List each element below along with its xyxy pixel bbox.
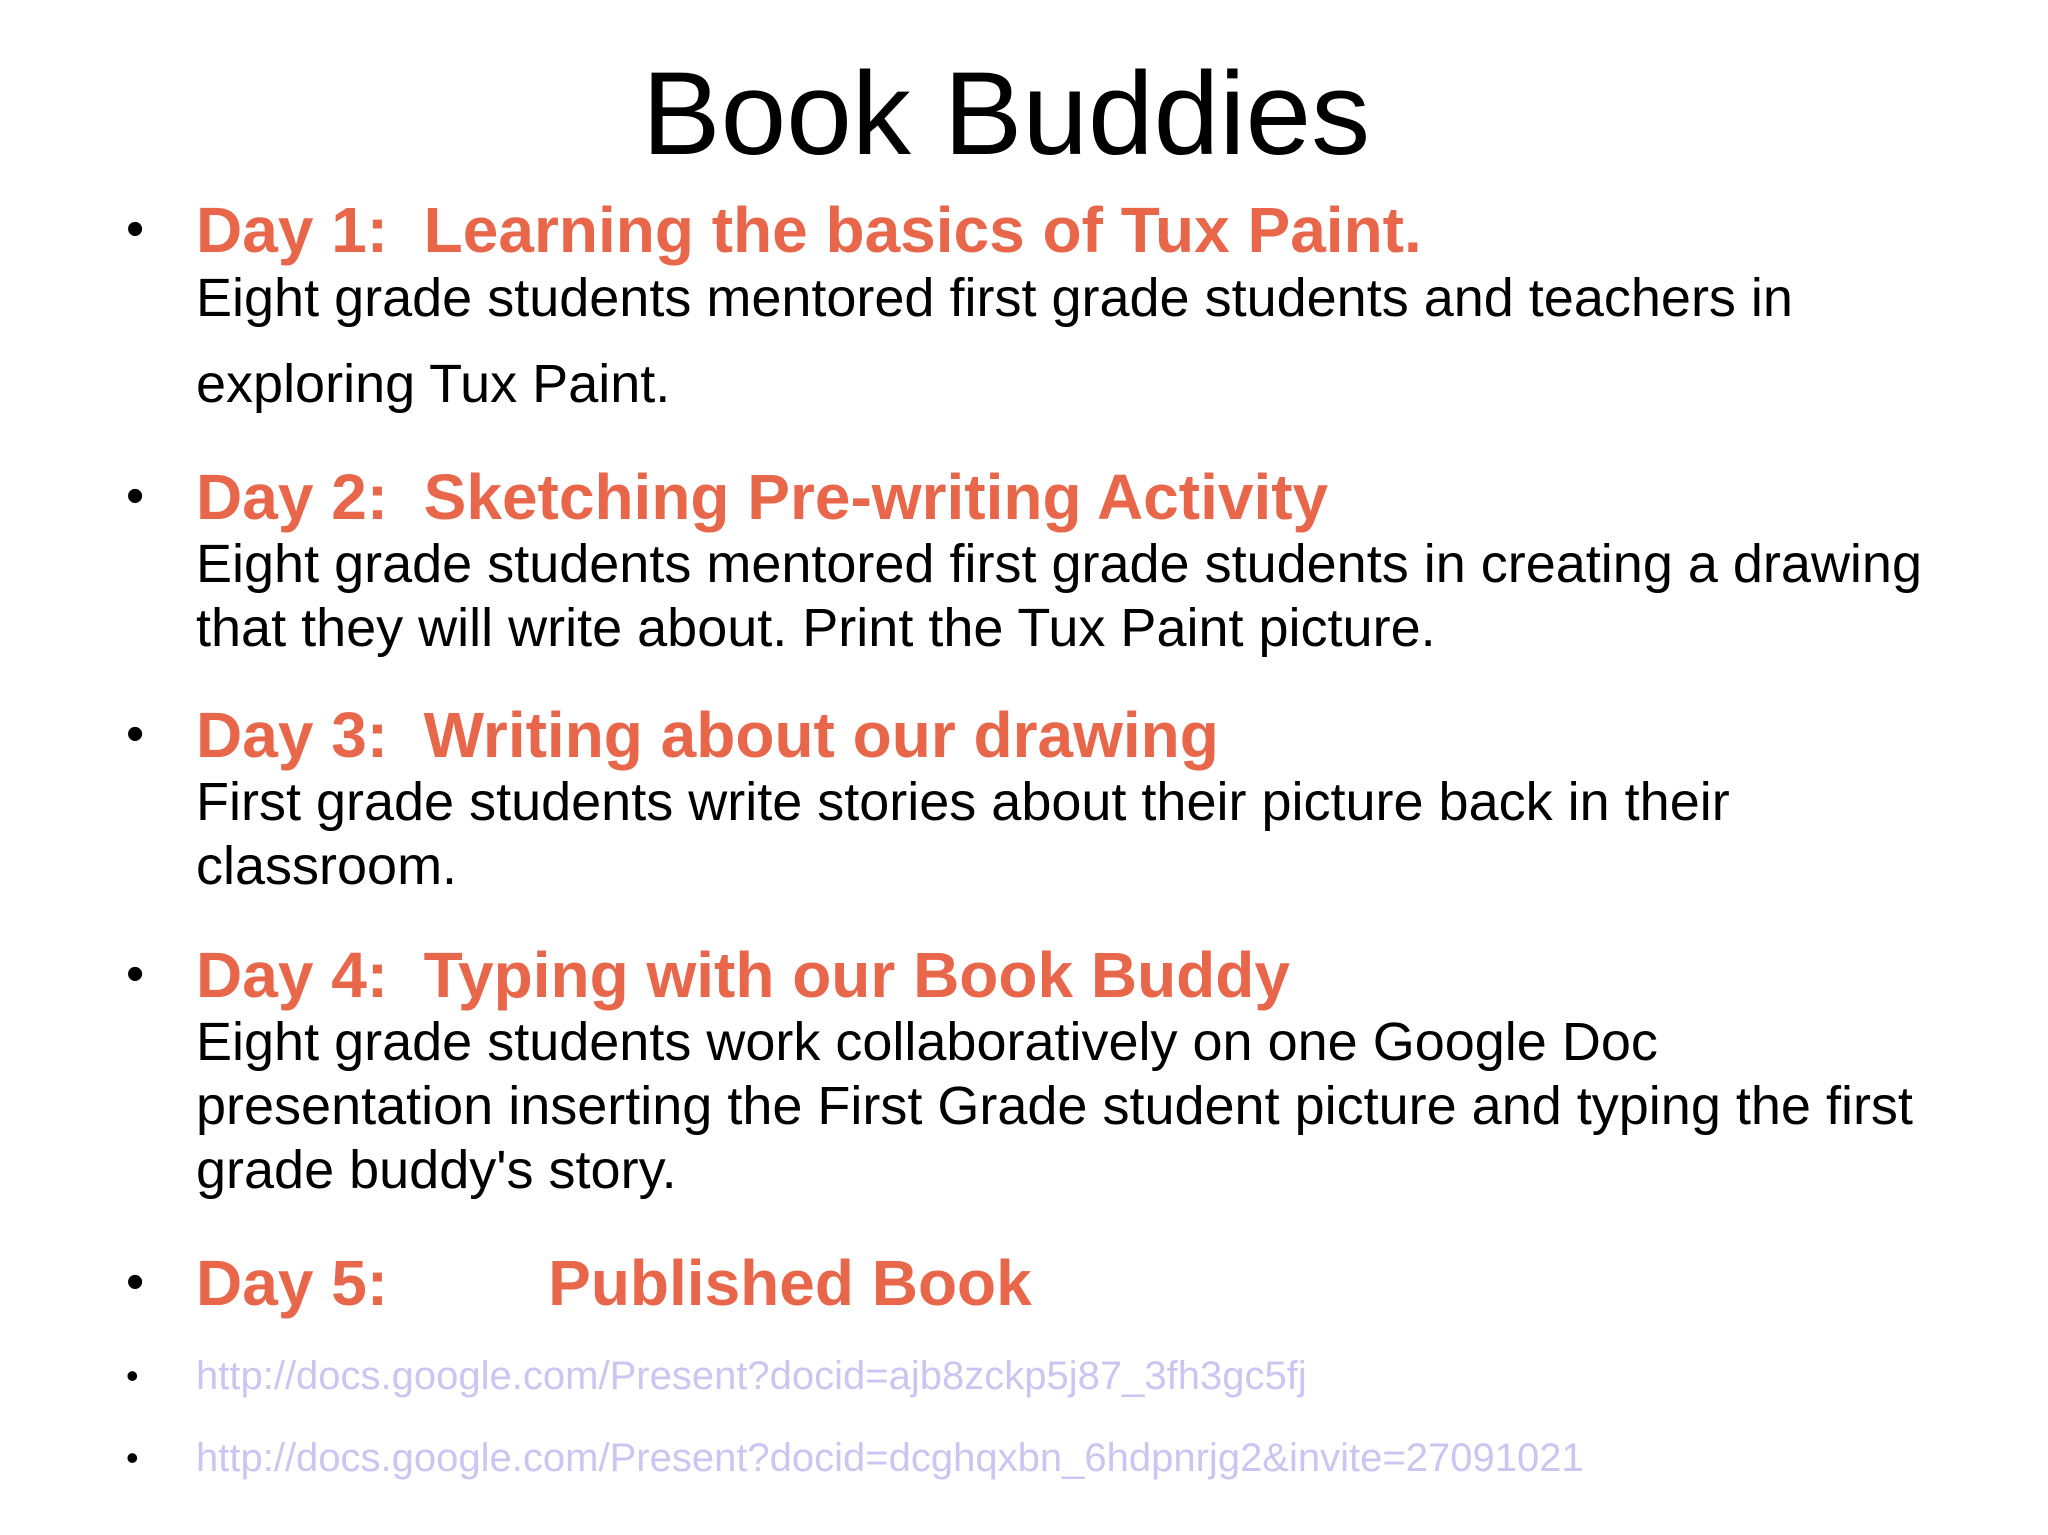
bullet: • [126, 1437, 139, 1478]
day-4-heading: Day 4: Typing with our Book Buddy [196, 939, 1290, 1011]
day-4-description: Eight grade students work collaboratively on one Google Doc presentation inserting the First Grade student picture and typing the first grade buddy's story. [196, 1012, 1913, 1201]
agenda-item-day-3 [126, 699, 1956, 898]
bullet: • [126, 467, 145, 525]
agenda-item-day-4 [126, 939, 1956, 1202]
presentation-link-1[interactable]: http://docs.google.com/Present?docid=ajb8zckp5j87_3fh3gc5fj [196, 1354, 1307, 1398]
bullet: • [126, 1253, 145, 1311]
day-2-heading: Day 2: Sketching Pre-writing Activity [196, 461, 1329, 533]
presentation-link-2[interactable]: http://docs.google.com/Present?docid=dcghqxbn_6hdpnrjg2&invite=27091021 [196, 1436, 1584, 1480]
bullet: • [126, 945, 145, 1003]
agenda-item-day-5 [126, 1247, 1956, 1319]
day-5-heading: Day 5: Published Book [196, 1247, 1032, 1319]
link-item-2 [126, 1436, 1956, 1480]
day-2-description: Eight grade students mentored first grade students in creating a drawing that they will write about. Print the Tux Paint picture. [196, 534, 1922, 659]
link-item-1 [126, 1354, 1956, 1398]
day-3-heading: Day 3: Writing about our drawing [196, 699, 1219, 771]
agenda-item-day-1 [126, 194, 1956, 427]
day-1-description: Eight grade students mentored first grade students and teachers in exploring Tux Paint. [196, 268, 1793, 415]
day-3-description: First grade students write stories about their picture back in their classroom. [196, 772, 1730, 897]
agenda-item-day-2 [126, 461, 1956, 660]
bullet: • [126, 705, 145, 763]
bullet: • [126, 200, 145, 258]
day-1-heading: Day 1: Learning the basics of Tux Paint. [196, 194, 1422, 266]
bullet: • [126, 1355, 139, 1396]
slide-title: Book Buddies [641, 48, 1371, 180]
